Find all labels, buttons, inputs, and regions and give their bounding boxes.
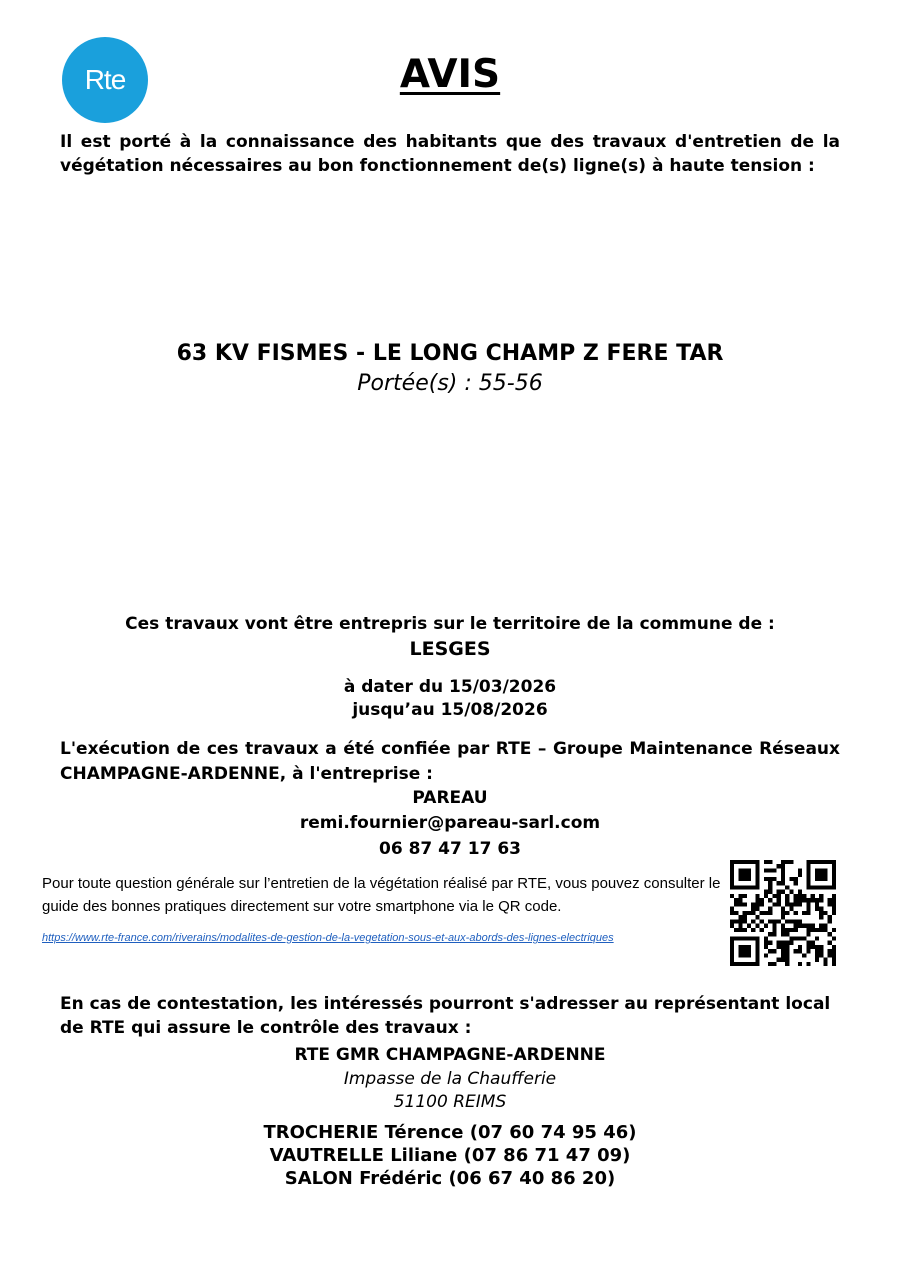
- qr-code: [730, 860, 836, 966]
- intro-paragraph: Il est porté à la connaissance des habitants que des travaux d'entretien de la végétation nécessaires au bon fonctionnement de(s) ligne(s) à haute tension :: [60, 132, 840, 176]
- contact-2: VAUTRELLE Liliane (07 86 71 47 09): [269, 1145, 631, 1166]
- execution-paragraph: L'exécution de ces travaux a été confiée par RTE – Groupe Maintenance Réseaux CHAMPAGNE-ARDENNE, à l'entreprise :: [60, 739, 840, 784]
- page-title: AVIS: [399, 52, 501, 97]
- guide-paragraph: Pour toute question générale sur l’entretien de la végétation réalisé par RTE, vous pouvez consulter le guide des bonnes pratiques directement sur votre smartphone via le QR code.: [42, 875, 721, 915]
- line-name: 63 KV FISMES - LE LONG CHAMP Z FERE TAR: [176, 341, 724, 366]
- commune-name: LESGES: [409, 638, 491, 660]
- address-line-2: 51100 REIMS: [393, 1092, 507, 1112]
- contact-1: TROCHERIE Térence (07 60 74 95 46): [263, 1122, 637, 1143]
- logo-text: Rte: [84, 64, 126, 95]
- contact-3: SALON Frédéric (06 67 40 86 20): [284, 1168, 616, 1189]
- company-phone: 06 87 47 17 63: [379, 839, 521, 859]
- commune-intro: Ces travaux vont être entrepris sur le territoire de la commune de :: [125, 614, 775, 634]
- date-from: à dater du 15/03/2026: [343, 677, 557, 697]
- guide-link[interactable]: https://www.rte-france.com/riverains/modalites-de-gestion-de-la-vegetation-sous-et-aux-abords-des-lignes-electriques: [42, 932, 614, 944]
- company-name: PAREAU: [412, 788, 488, 808]
- date-to: jusqu’au 15/08/2026: [352, 700, 548, 720]
- contestation-paragraph: En cas de contestation, les intéressés pourront s'adresser au représentant local de RTE qui assure le contrôle des travaux :: [60, 994, 831, 1038]
- line-spans: Portée(s) : 55-56: [357, 371, 543, 396]
- address-line-1: Impasse de la Chaufferie: [343, 1069, 557, 1089]
- representative-name: RTE GMR CHAMPAGNE-ARDENNE: [294, 1045, 606, 1065]
- company-email: remi.fournier@pareau-sarl.com: [299, 813, 601, 833]
